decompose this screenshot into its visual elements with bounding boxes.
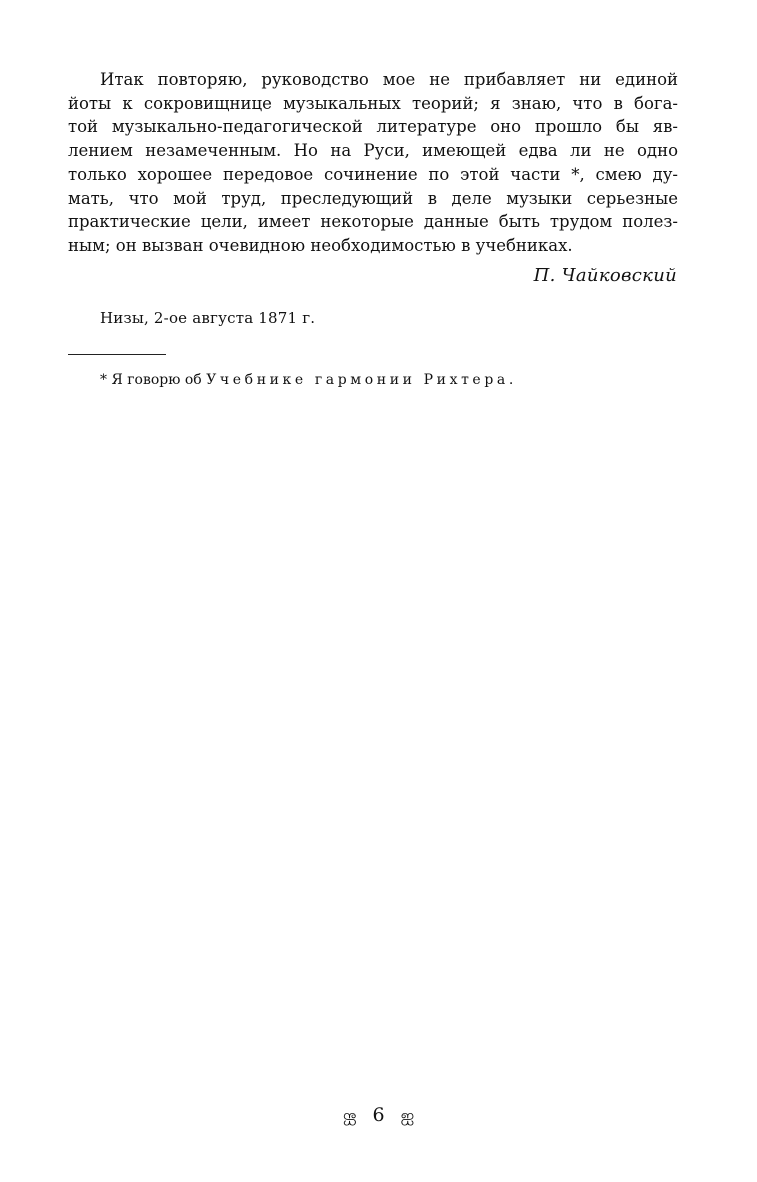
footnote-book-title: Учебнике гармонии Рихтера xyxy=(206,372,509,388)
ornament-right-icon: ஐ xyxy=(400,1106,415,1126)
footnote xyxy=(100,372,513,388)
place-date-line: Низы, 2-ое августа 1871 г. xyxy=(100,309,316,327)
footnote-rule xyxy=(68,354,166,355)
footnote-prefix: * Я говорю об xyxy=(100,372,202,388)
paragraph-line-1: Итак повторяю, руководство мое не прибавляет ни единой xyxy=(100,70,678,89)
page-folio xyxy=(0,1104,757,1128)
paragraph-line-2: йоты к сокровищнице музыкальных теорий; я знаю, что в бога- xyxy=(68,93,678,113)
paragraph-line-4: лением незамеченным. Но на Руси, имеющей едва ли не одно xyxy=(68,141,678,161)
paragraph-line-5: только хорошее передовое сочинение по этой части *, смею ду- xyxy=(68,164,678,184)
page-number: 6 xyxy=(372,1104,385,1126)
paragraph-line-8: ным; он вызван очевидною необходимостью в учебниках. xyxy=(68,235,573,255)
paragraph-line-6: мать, что мой труд, преследующий в деле музыки серьезные xyxy=(68,188,678,208)
paragraph-line-3: той музыкально-педагогической литературе оно прошло бы яв- xyxy=(68,117,678,137)
author-signature: П. Чайковский xyxy=(533,265,677,286)
paragraph-line-7: практические цели, имеет некоторые данные быть трудом полез- xyxy=(68,212,678,232)
footnote-suffix: . xyxy=(508,372,514,388)
body-paragraph xyxy=(68,68,678,258)
ornament-left-icon: ஐ xyxy=(342,1106,357,1126)
